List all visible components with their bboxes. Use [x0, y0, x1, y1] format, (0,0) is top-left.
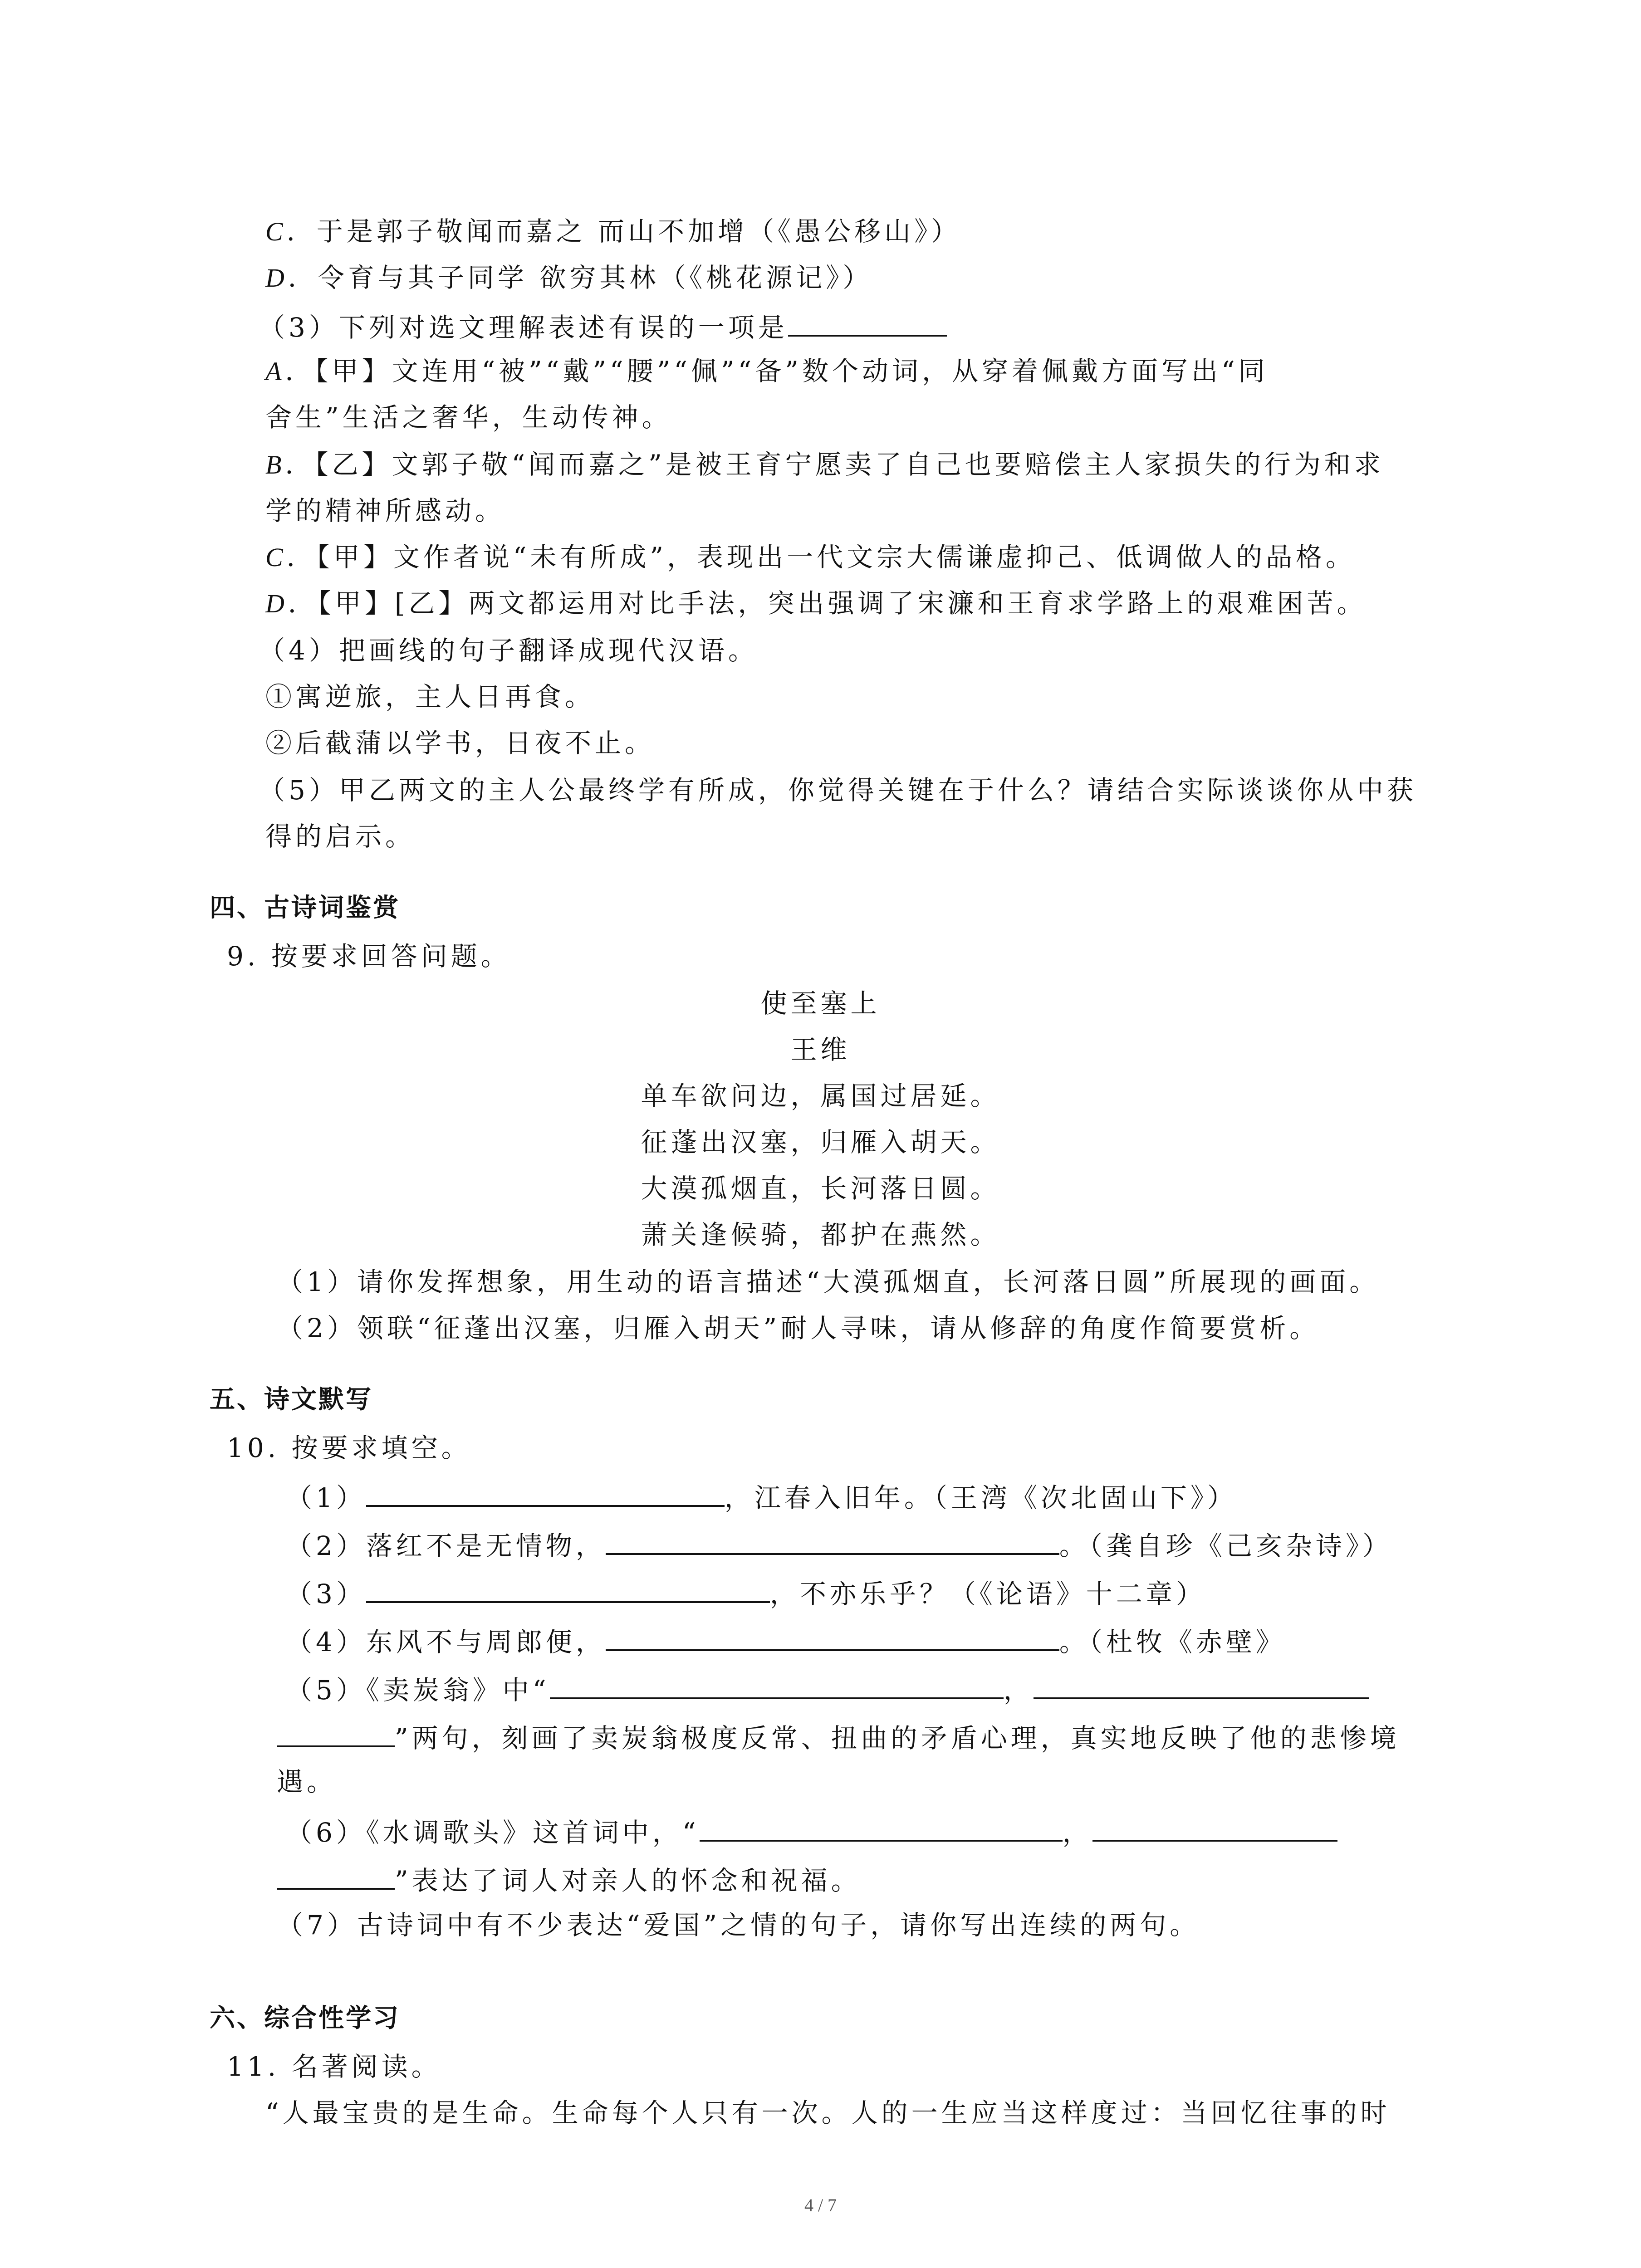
answer-blank[interactable] — [366, 1479, 725, 1507]
fill-item-6-line2 — [277, 1862, 861, 1897]
fill-item-2-prefix: （2）落红不是无情物， — [286, 1530, 606, 1561]
fill-item-4-suffix: 。（杜牧《赤壁》 — [1059, 1627, 1286, 1657]
answer-blank[interactable] — [606, 1623, 1059, 1651]
answer-blank[interactable] — [700, 1813, 1063, 1842]
fill-item-5-line1 — [286, 1671, 1369, 1706]
poem-author: 王维 — [790, 1034, 851, 1065]
answer-blank[interactable] — [1092, 1813, 1337, 1842]
option-3c-text: ．【甲】文作者说“未有所成”，表现出一代文宗大儒谦虚抑己、低调做人的品格。 — [286, 542, 1356, 572]
fill-item-5-suffix: ”两句，刻画了卖炭翁极度反常、扭曲的矛盾心理，真实地反映了他的悲惨境 — [395, 1723, 1400, 1754]
comma: ， — [1003, 1675, 1034, 1706]
option-3c-line — [265, 541, 1356, 574]
question-9: 9. 按要求回答问题。 — [227, 941, 511, 972]
option-3a-line2: 舍生”生活之奢华，生动传神。 — [265, 402, 672, 433]
answer-blank[interactable] — [1034, 1671, 1369, 1699]
fill-item-6-line1 — [286, 1813, 1337, 1849]
option-letter: D — [265, 263, 288, 293]
fill-item-6-prefix: （6）《水调歌头》这首词中，“ — [286, 1817, 700, 1848]
option-3a-text: ．【甲】文连用“被”“戴”“腰”“佩”“备”数个动词，从穿着佩戴方面写出“同 — [285, 356, 1269, 386]
answer-blank[interactable] — [277, 1719, 395, 1747]
option-d-text: ．令育与其子同学 欲穷其林（《桃花源记》） — [288, 262, 873, 293]
sentence-4-2: ②后截蒲以学书，日夜不止。 — [265, 728, 655, 758]
fill-item-3-prefix: （3） — [286, 1579, 366, 1609]
option-3b-text: ．【乙】文郭子敬“闻而嘉之”是被王育宁愿卖了自己也要赔偿主人家损失的行为和求 — [285, 449, 1384, 480]
question-11: 11. 名著阅读。 — [227, 2051, 441, 2082]
poem-line: 萧关逢候骑，都护在燕然。 — [641, 1219, 1000, 1250]
answer-blank[interactable] — [788, 308, 947, 337]
option-3b-line2: 学的精神所感动。 — [265, 495, 505, 526]
option-letter: C — [265, 217, 287, 246]
fill-item-1 — [286, 1479, 1237, 1514]
fill-item-6-suffix: ”表达了词人对亲人的怀念和祝福。 — [395, 1865, 861, 1896]
option-d-line — [265, 261, 872, 294]
section-heading-poetry: 四、古诗词鉴赏 — [210, 893, 400, 923]
answer-blank[interactable] — [366, 1575, 770, 1603]
fill-item-4 — [286, 1623, 1286, 1658]
option-letter: D — [265, 589, 288, 618]
fill-item-7: （7）古诗词中有不少表达“爱国”之情的句子，请你写出连续的两句。 — [277, 1910, 1200, 1941]
sub-question-5-line1: （5）甲乙两文的主人公最终学有所成，你觉得关键在于什么？请结合实际谈谈你从中获 — [259, 775, 1417, 806]
fill-item-5-line2 — [277, 1719, 1400, 1755]
poem-line: 征蓬出汉塞，归雁入胡天。 — [641, 1127, 1000, 1158]
poem-line: 大漠孤烟直，长河落日圆。 — [641, 1173, 1000, 1204]
option-letter: A — [265, 357, 285, 386]
sentence-4-1: ①寓逆旅，主人日再食。 — [265, 681, 595, 712]
poem-line: 单车欲问边，属国过居延。 — [641, 1080, 1000, 1111]
poem-title: 使至塞上 — [760, 988, 881, 1019]
fill-item-3-suffix: ，不亦乐乎？（《论语》十二章） — [769, 1579, 1206, 1609]
sub-question-3 — [259, 308, 947, 344]
fill-item-4-prefix: （4）东风不与周郎便， — [286, 1627, 606, 1657]
option-letter: B — [265, 450, 285, 479]
fill-item-3 — [286, 1575, 1206, 1610]
fill-item-2-suffix: 。（龚自珍《己亥杂诗》） — [1059, 1530, 1392, 1561]
option-3b-line1 — [265, 448, 1384, 481]
answer-blank[interactable] — [277, 1862, 395, 1890]
sub-question-3-text: （3）下列对选文理解表述有误的一项是 — [259, 312, 788, 343]
section-heading-comprehensive: 六、综合性学习 — [210, 2004, 400, 2033]
fill-item-1-suffix: ，江春入旧年。（王湾《次北固山下》） — [724, 1482, 1237, 1513]
option-3a-line1 — [265, 355, 1269, 388]
fill-item-5-line3: 遇。 — [277, 1766, 337, 1797]
page-number: 4 / 7 — [804, 2195, 837, 2215]
option-3d-text: ．【甲】[乙】两文都运用对比手法，突出强调了宋濂和王育求学路上的艰难困苦。 — [288, 588, 1367, 619]
option-letter: C — [265, 543, 287, 572]
answer-blank[interactable] — [550, 1671, 1004, 1699]
fill-item-2 — [286, 1527, 1392, 1562]
option-c-line — [265, 215, 961, 248]
poem-sub-question-2: （2）领联“征蓬出汉塞，归雁入胡天”耐人寻味，请从修辞的角度作简要赏析。 — [277, 1313, 1320, 1344]
sub-question-4: （4）把画线的句子翻译成现代汉语。 — [259, 635, 758, 666]
sub-question-5-line2: 得的启示。 — [265, 821, 416, 852]
option-3d-line — [265, 587, 1367, 620]
poem-sub-question-1: （1）请你发挥想象，用生动的语言描述“大漠孤烟直，长河落日圆”所展现的画面。 — [277, 1266, 1380, 1297]
fill-item-5-prefix: （5）《卖炭翁》中“ — [286, 1675, 550, 1706]
option-c-text: ．于是郭子敬闻而嘉之 而山不加增（《愚公移山》） — [286, 216, 961, 247]
question-10: 10. 按要求填空。 — [227, 1432, 471, 1463]
comma: ， — [1062, 1817, 1092, 1848]
fill-item-1-prefix: （1） — [286, 1482, 366, 1513]
answer-blank[interactable] — [606, 1527, 1059, 1555]
novel-quote: “人最宝贵的是生命。生命每个人只有一次。人的一生应当这样度过：当回忆往事的时 — [265, 2097, 1391, 2128]
section-heading-dictation: 五、诗文默写 — [210, 1385, 373, 1414]
